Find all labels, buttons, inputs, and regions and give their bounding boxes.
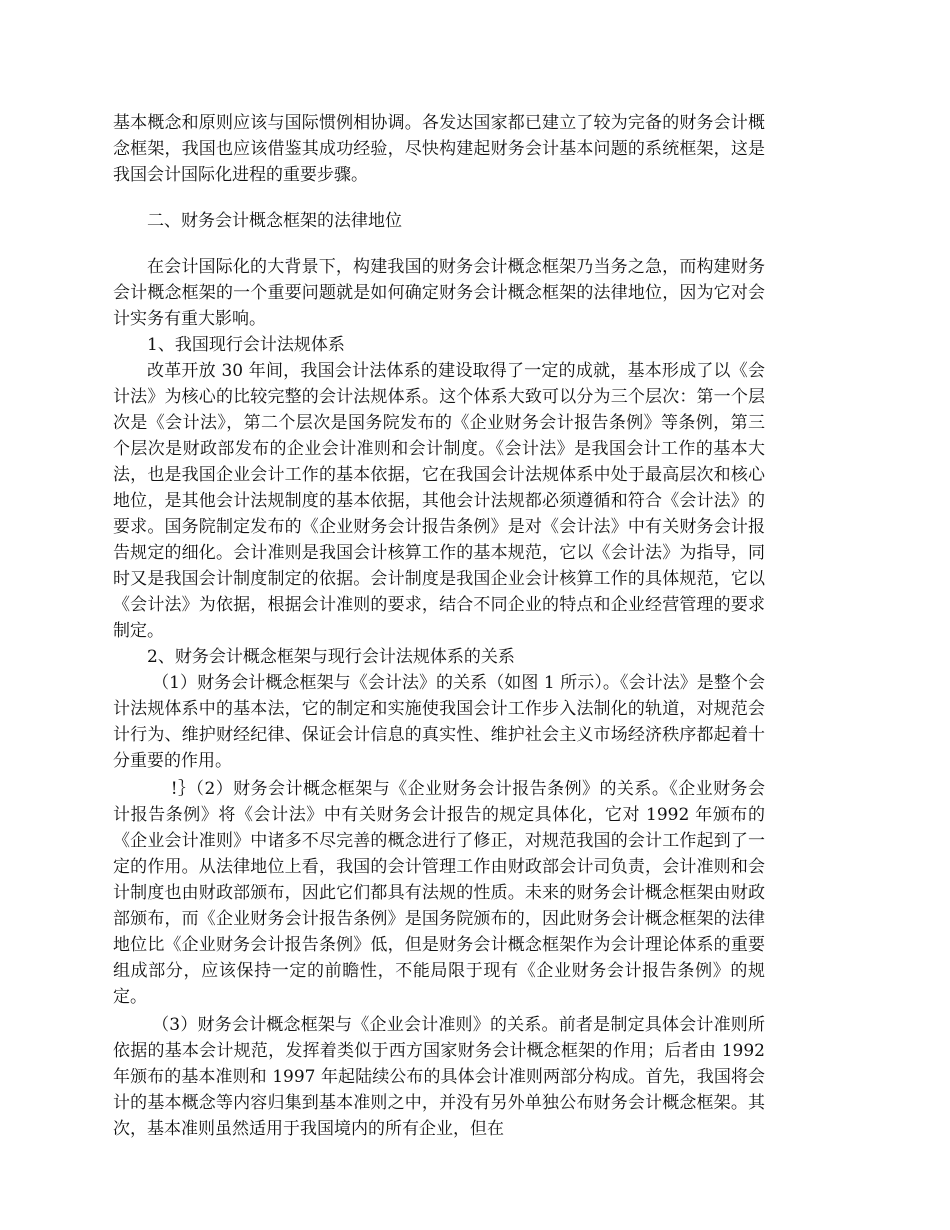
paragraph-2: （1）财务会计概念框架与《会计法》的关系（如图 1 所示）。《会计法》是整个会计法规体系中的基本法，它的制定和实施使我国会计工作步入法制化的轨道，对规范会计行为、维护财经纪律、保证会计信息的真实性、维护社会主义市场经济秩序都起着十分重要的作用。: [113, 673, 765, 771]
section-heading: 二、财务会计概念框架的法律地位: [147, 211, 402, 231]
subheading-2: 2、财务会计概念框架与现行会计法规体系的关系: [147, 647, 515, 667]
paragraph-3: !｝（2）财务会计概念框架与《企业财务会计报告条例》的关系。《企业财务会计报告条例》将《会计法》中有关财务会计报告的规定具体化，它对 1992 年颁布的《企业会计准则》中诸多不尽完善的概念进行了修正，对规范我国的会计工作起到了一定的作用。从法律地位上看，我国的会计管理工作由财政部会计司负责，会计准则和会计制度也由财政部颁布，因此它们都具有法规的性质。未来的财务会计概念框架由财政部颁布，而《企业财务会计报告条例》是国务院颁布的，因此财务会计概念框架的法律地位比《企业财务会计报告条例》低，但是财务会计概念框架作为会计理论体系的重要组成部分，应该保持一定的前瞻性，不能局限于现有《企业财务会计报告条例》的规定。: [113, 779, 765, 1007]
paragraph-4: （3）财务会计概念框架与《企业会计准则》的关系。前者是制定具体会计准则所依据的基本会计规范，发挥着类似于西方国家财务会计概念框架的作用；后者由 1992 年颁布的基本准则和 1997 年起陆续公布的具体会计准则两部分构成。首先，我国将会计的基本概念等内容归集到基本准则之中，并没有另外单独公布财务会计概念框架。其次，基本准则虽然适用于我国境内的所有企业，但在: [113, 1015, 765, 1139]
paragraph-1: 改革开放 30 年间，我国会计法体系的建设取得了一定的成就，基本形成了以《会计法》为核心的比较完整的会计法规体系。这个体系大致可以分为三个层次：第一个层次是《会计法》，第二个层次是国务院发布的《企业财务会计报告条例》等条例，第三个层次是财政部发布的企业会计准则和会计制度。《会计法》是我国会计工作的基本大法，也是我国企业会计工作的基本依据，它在我国会计法规体系中处于最高层次和核心地位，是其他会计法规制度的基本依据，其他会计法规都必须遵循和符合《会计法》的要求。国务院制定发布的《企业财务会计报告条例》是对《会计法》中有关财务会计报告规定的细化。会计准则是我国会计核算工作的基本规范，它以《会计法》为指导，同时又是我国会计制度制定的依据。会计制度是我国企业会计核算工作的具体规范，它以《会计法》为依据，根据会计准则的要求，结合不同企业的特点和企业经营管理的要求制定。: [113, 361, 765, 641]
intro-paragraph: 基本概念和原则应该与国际惯例相协调。各发达国家都已建立了较为完备的财务会计概念框架，我国也应该借鉴其成功经验，尽快构建起财务会计基本问题的系统框架，这是我国会计国际化进程的重要步骤。: [113, 113, 765, 185]
subheading-1: 1、我国现行会计法规体系: [147, 335, 345, 355]
section-intro-paragraph: 在会计国际化的大背景下，构建我国的财务会计概念框架乃当务之急，而构建财务会计概念框架的一个重要问题就是如何确定财务会计概念框架的法律地位，因为它对会计实务有重大影响。: [113, 257, 765, 329]
document-page: [113, 110, 765, 1142]
